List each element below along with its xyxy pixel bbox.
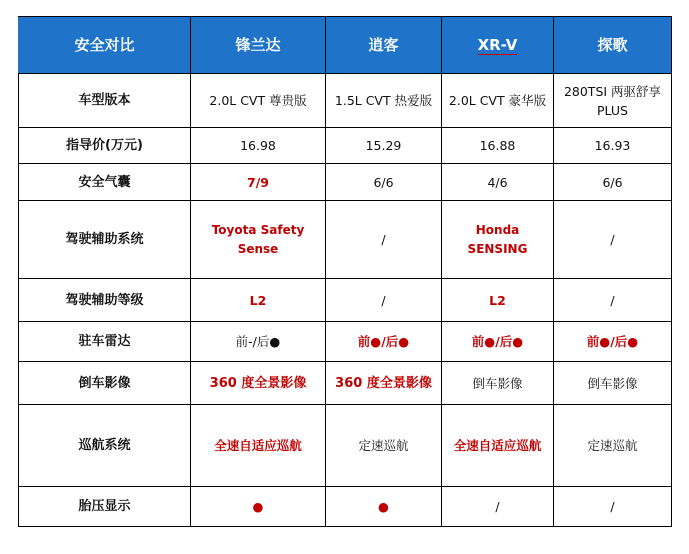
- row-label: 巡航系统: [19, 405, 191, 487]
- table-cell: 16.88: [442, 128, 554, 164]
- header-car-xiaoke: 逍客: [326, 17, 442, 74]
- table-cell: 16.93: [554, 128, 672, 164]
- row-label: 胎压显示: [19, 487, 191, 527]
- table-cell: 360 度全景影像: [191, 362, 326, 405]
- header-car-xrv-label: XR-V: [477, 35, 518, 54]
- row-label: 车型版本: [19, 74, 191, 128]
- row-label: 倒车影像: [19, 362, 191, 405]
- table-cell: 倒车影像: [442, 362, 554, 405]
- table-row: [19, 362, 672, 405]
- table-cell: 倒车影像: [554, 362, 672, 405]
- table-cell: 2.0L CVT 豪华版: [442, 74, 554, 128]
- table-cell: /: [442, 487, 554, 527]
- table-row: [19, 487, 672, 527]
- header-row: [19, 17, 672, 74]
- row-label: 安全气囊: [19, 164, 191, 201]
- table-cell: L2: [191, 279, 326, 322]
- table-cell: /: [554, 279, 672, 322]
- table-row: [19, 74, 672, 128]
- table-cell: 360 度全景影像: [326, 362, 442, 405]
- table-row: [19, 405, 672, 487]
- table-cell: Toyota Safety Sense: [191, 201, 326, 279]
- row-label: 驾驶辅助系统: [19, 201, 191, 279]
- row-label: 指导价(万元): [19, 128, 191, 164]
- table-cell: 6/6: [554, 164, 672, 201]
- table-row: [19, 164, 672, 201]
- table-cell: 前-/后●: [191, 322, 326, 362]
- header-car-fenglanda: 锋兰达: [191, 17, 326, 74]
- table-cell: 前●/后●: [326, 322, 442, 362]
- table-cell: 全速自适应巡航: [191, 405, 326, 487]
- table-cell: L2: [442, 279, 554, 322]
- table-cell: 前●/后●: [554, 322, 672, 362]
- header-title: 安全对比: [19, 17, 191, 74]
- table-cell: Honda SENSING: [442, 201, 554, 279]
- row-label: 驻车雷达: [19, 322, 191, 362]
- table-cell: 1.5L CVT 热爱版: [326, 74, 442, 128]
- table-row: [19, 322, 672, 362]
- table-cell: 前●/后●: [442, 322, 554, 362]
- table-cell: 280TSI 两驱舒享PLUS: [554, 74, 672, 128]
- header-car-tange: 探歌: [554, 17, 672, 74]
- table-cell: 16.98: [191, 128, 326, 164]
- table-cell: 定速巡航: [554, 405, 672, 487]
- table-row: [19, 128, 672, 164]
- header-car-xrv: [442, 17, 554, 74]
- row-label: 驾驶辅助等级: [19, 279, 191, 322]
- table-cell: 7/9: [191, 164, 326, 201]
- table-cell: 全速自适应巡航: [442, 405, 554, 487]
- table-cell: 6/6: [326, 164, 442, 201]
- table-row: [19, 279, 672, 322]
- table-cell: ●: [191, 487, 326, 527]
- table-cell: /: [554, 487, 672, 527]
- table-cell: 15.29: [326, 128, 442, 164]
- table-cell: /: [326, 279, 442, 322]
- table-cell: 2.0L CVT 尊贵版: [191, 74, 326, 128]
- table-cell: ●: [326, 487, 442, 527]
- table-cell: /: [554, 201, 672, 279]
- table-cell: /: [326, 201, 442, 279]
- safety-comparison-table: [18, 16, 672, 527]
- table-cell: 定速巡航: [326, 405, 442, 487]
- table-cell: 4/6: [442, 164, 554, 201]
- table-row: [19, 201, 672, 279]
